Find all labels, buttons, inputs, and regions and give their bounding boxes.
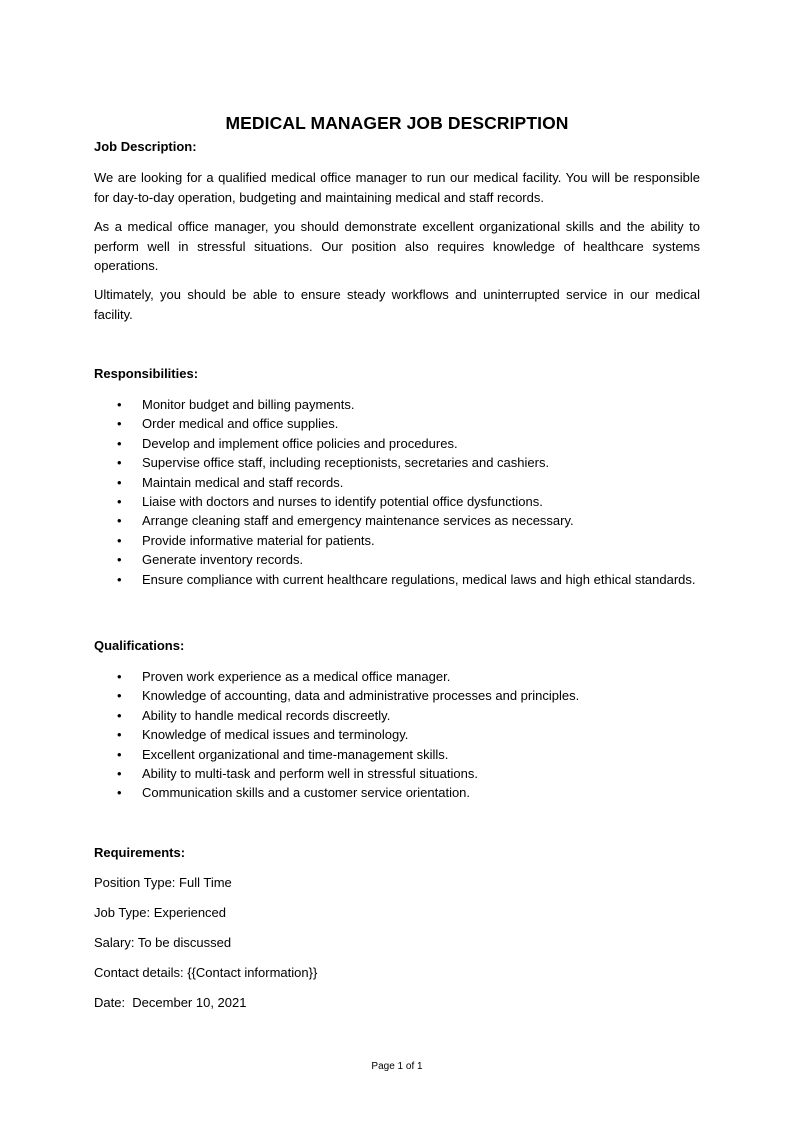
list-item: • Liaise with doctors and nurses to identify potential office dysfunctions. — [94, 492, 700, 511]
responsibilities-list — [94, 395, 700, 589]
list-item: • Generate inventory records. — [94, 550, 700, 569]
document-title: MEDICAL MANAGER JOB DESCRIPTION — [225, 113, 569, 133]
list-item: • Knowledge of accounting, data and administrative processes and principles. — [94, 686, 700, 705]
requirement-date: Date: December 10, 2021 — [94, 995, 247, 1010]
job-description-heading: Job Description: — [94, 139, 197, 154]
responsibilities-heading: Responsibilities: — [94, 366, 199, 381]
list-item: • Order medical and office supplies. — [94, 414, 700, 433]
list-item: • Ability to multi-task and perform well in stressful situations. — [94, 764, 700, 783]
list-item: • Ensure compliance with current healthcare regulations, medical laws and high ethical standards. — [94, 570, 700, 589]
job-description-paragraph-2: As a medical office manager, you should demonstrate excellent organizational skills and the ability to perform well in stressful situations. Our position also requires knowledge of healthcare systems operations. — [94, 219, 700, 273]
qualifications-heading: Qualifications: — [94, 638, 185, 653]
requirements-heading: Requirements: — [94, 845, 186, 860]
requirement-contact-details: Contact details: {{Contact information}} — [94, 965, 318, 980]
requirement-salary: Salary: To be discussed — [94, 935, 232, 950]
list-item: • Excellent organizational and time-management skills. — [94, 745, 700, 764]
list-item: • Arrange cleaning staff and emergency maintenance services as necessary. — [94, 511, 700, 530]
list-item: • Proven work experience as a medical office manager. — [94, 667, 700, 686]
list-item: • Communication skills and a customer service orientation. — [94, 783, 700, 802]
list-item: • Knowledge of medical issues and terminology. — [94, 725, 700, 744]
list-item: • Maintain medical and staff records. — [94, 473, 700, 492]
list-item: • Ability to handle medical records discreetly. — [94, 706, 700, 725]
requirement-position-type: Position Type: Full Time — [94, 875, 232, 890]
list-item: • Supervise office staff, including receptionists, secretaries and cashiers. — [94, 453, 700, 472]
list-item: • Monitor budget and billing payments. — [94, 395, 700, 414]
page-number: Page 1 of 1 — [371, 1061, 423, 1072]
qualifications-list — [94, 667, 700, 803]
list-item: • Provide informative material for patients. — [94, 531, 700, 550]
list-item: • Develop and implement office policies and procedures. — [94, 434, 700, 453]
job-description-paragraph-3: Ultimately, you should be able to ensure steady workflows and uninterrupted service in our medical facility. — [94, 287, 700, 322]
document-page — [94, 0, 700, 1122]
job-description-paragraph-1: We are looking for a qualified medical office manager to run our medical facility. You will be responsible for day-to-day operation, budgeting and maintaining medical and staff records. — [94, 170, 700, 205]
requirement-job-type: Job Type: Experienced — [94, 905, 227, 920]
